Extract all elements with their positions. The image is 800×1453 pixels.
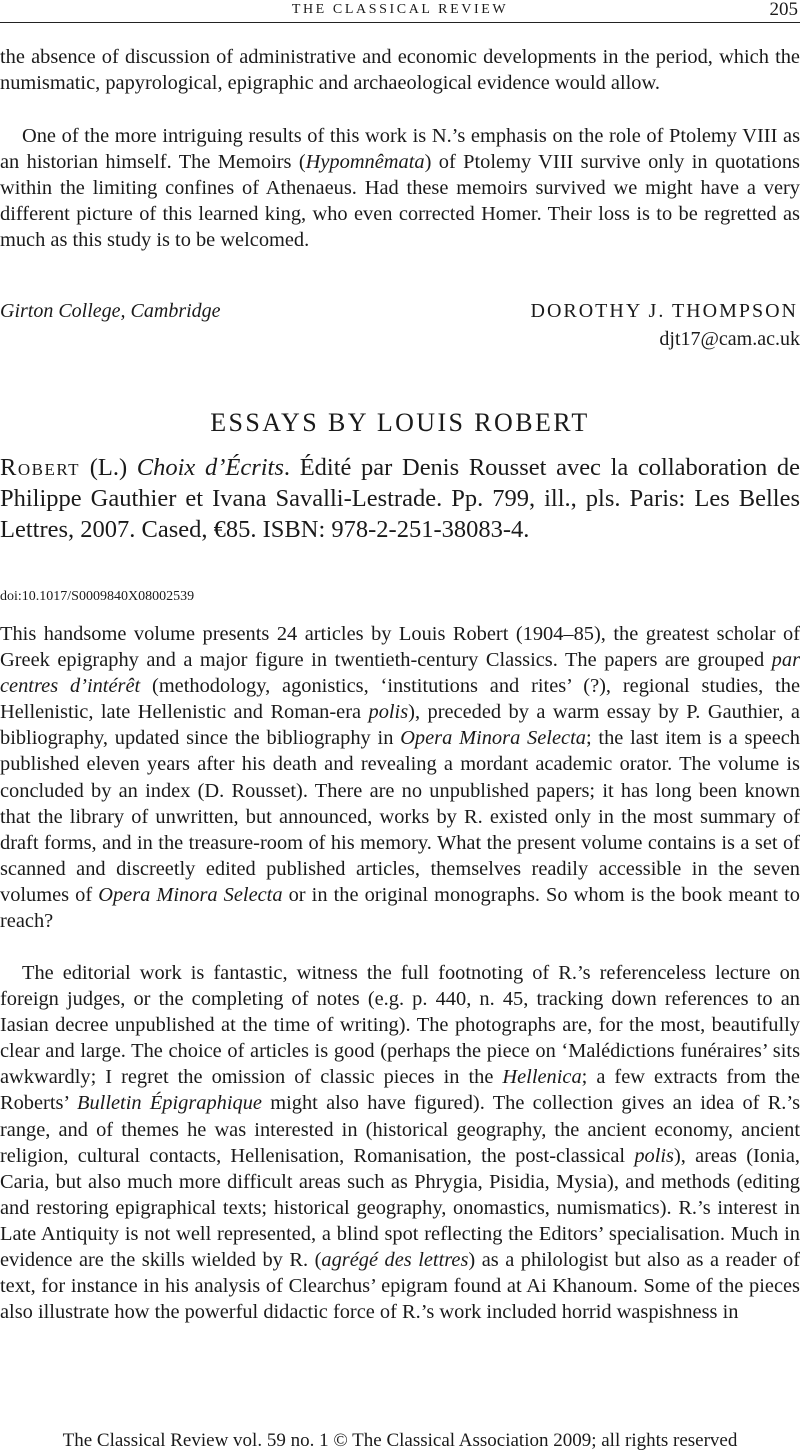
running-header bbox=[0, 0, 800, 23]
text-run: The editorial work is fantastic, witness the full footnoting of R.’s referenceless lecture on foreign judges, or the completing of notes (e.g. p. 440, n. 45, tracking down references to an Iasian decree unpublished at the time of writing). The photographs are, for the most, beautifully clear and large. The choice of articles is good (perhaps the piece on ‘Malédictions funéraires’ sits awkwardly; I regret the omission of classic pieces in the bbox=[0, 962, 800, 1089]
text-run: might also have figured). The collection gives an idea of R.’s range, and of themes he was interested in (historical geography, the ancient economy, ancient religion, cultural contacts, Hellenisation, Romanisation, the post-classical bbox=[0, 1092, 800, 1167]
italic-run: Opera Minora Selecta bbox=[98, 883, 283, 906]
reviewer-affiliation: Girton College, Cambridge bbox=[0, 300, 221, 322]
reviewer-signoff bbox=[0, 300, 800, 356]
text-run: or in the original monographs. So whom is the book meant to reach? bbox=[0, 883, 800, 933]
review-title: ESSAYS BY LOUIS ROBERT bbox=[210, 408, 590, 437]
italic-run: Hypomnêmata bbox=[305, 151, 425, 174]
italic-run: polis bbox=[368, 701, 409, 724]
italic-run: polis bbox=[634, 1144, 674, 1167]
text-run: (methodology, agonistics, ‘institutions and rites’ (?), regional studies, the Hellenistic, late Hellenistic and Roman-era bbox=[0, 675, 800, 724]
italic-run: Opera Minora Selecta bbox=[400, 727, 586, 750]
copyright-footer: The Classical Review vol. 59 no. 1 © The Classical Association 2009; all rights reserved bbox=[62, 1430, 738, 1451]
text-run: One of the more intriguing results of this work is N.’s emphasis on the role of Ptolemy VIII as an historian himself. The Memoirs ( bbox=[0, 125, 800, 174]
text-run: ; a few extracts from the Roberts’ bbox=[0, 1066, 800, 1115]
text-run: ) of Ptolemy VIII survive only in quotations within the limiting confines of Athenaeus. Had these memoirs survived we might have a very different picture of this learned king, who even corrected Homer. Their loss is to be regretted as much as this study is to be welcomed. bbox=[0, 151, 800, 252]
previous-review-paragraph-2 bbox=[0, 123, 800, 253]
text-run: ) as a philologist but also as a reader of text, for instance in his analysis of Clearchus’ epigram found at Ai Khanoum. Some of the pieces also illustrate how the powerful didactic force of R.’s work included horrid waspishness in bbox=[0, 1249, 800, 1324]
doi[interactable]: doi:10.1017/S0009840X08002539 bbox=[0, 589, 195, 604]
italic-run: Hellenica bbox=[502, 1066, 582, 1089]
reviewer-email[interactable]: djt17@cam.ac.uk bbox=[659, 328, 800, 350]
text-run: ), areas (Ionia, Caria, but also much more difficult areas such as Phrygia, Pisidia, Mysia), and methods (editing and restoring epigraphical texts; historical geography, onomastics, numismatics). R.’s interest in Late Antiquity is not well represented, a blind spot reflecting the Editors’ specialisation. Much in evidence are the skills wielded by R. ( bbox=[0, 1144, 800, 1272]
review-paragraph-1 bbox=[0, 621, 800, 934]
italic-run: par centres d’intérêt bbox=[0, 649, 800, 698]
author-initial: (L.) bbox=[80, 454, 137, 481]
review-paragraph-2 bbox=[0, 960, 800, 1325]
text-run: This handsome volume presents 24 articles by Louis Robert (1904–85), the greatest scholar of Greek epigraphy and a major figure in twentieth-century Classics. The papers are grouped bbox=[0, 623, 800, 672]
previous-review-paragraph-1: the absence of discussion of administrative and economic developments in the period, which the numismatic, papyrological, epigraphic and archaeological evidence would allow. bbox=[0, 46, 800, 95]
bibliographic-entry bbox=[0, 452, 800, 545]
book-title: Choix d’Écrits bbox=[136, 454, 284, 481]
italic-run: Bulletin Épigraphique bbox=[77, 1092, 262, 1115]
page-number: 205 bbox=[769, 0, 798, 20]
reviewer-name: DOROTHY J. THOMPSON bbox=[530, 300, 798, 322]
book-author: Robert bbox=[0, 454, 81, 481]
text-run: ; the last item is a speech published eleven years after his death and revealing a mordant academic orator. The volume is concluded by an index (D. Rousset). There are no unpublished papers; it has long been known that the library of unwritten, but announced, works by R. existed only in the most summary of draft forms, and in the treasure-room of his memory. What the present volume contains is a set of scanned and discreetly edited published articles, themselves readily accessible in the seven volumes of bbox=[0, 727, 800, 906]
italic-run: agrégé des lettres bbox=[321, 1249, 469, 1272]
book-details: . Édité par Denis Rousset avec la collaboration de Philippe Gauthier et Ivana Savalli-Lestrade. Pp. 799, ill., pls. Paris: Les Belles Lettres, 2007. Cased, €85. ISBN: 978-2-251-38083-4. bbox=[0, 454, 800, 543]
text-run: ), preceded by a warm essay by P. Gauthier, a bibliography, updated since the bibliography in bbox=[0, 701, 800, 750]
journal-running-title: THE CLASSICAL REVIEW bbox=[291, 2, 509, 17]
